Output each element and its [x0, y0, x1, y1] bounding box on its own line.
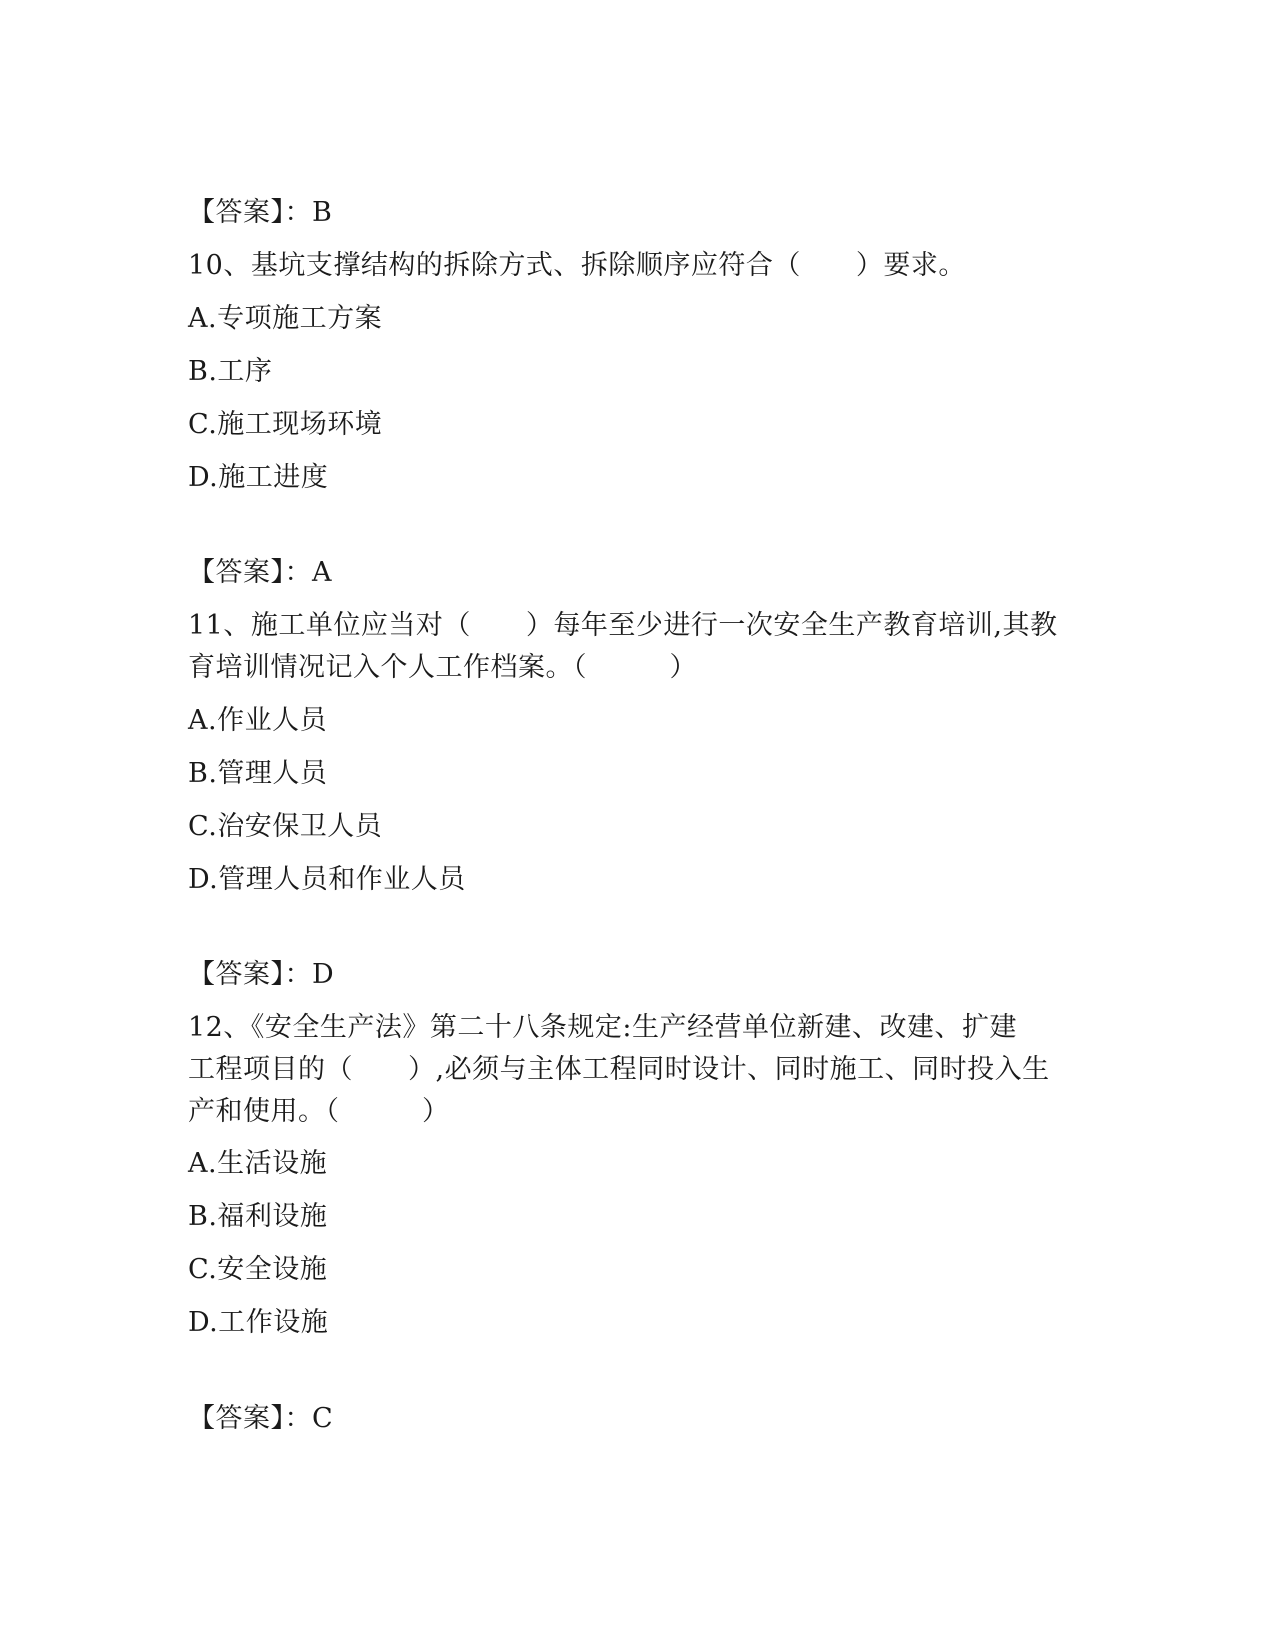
- question-11-option-d: D.管理人员和作业人员: [188, 864, 466, 895]
- question-10-option-d: D.施工进度: [188, 462, 329, 493]
- answer-separator: ：: [284, 959, 312, 990]
- question-10-option-a: A.专项施工方案: [188, 303, 383, 334]
- question-12-option-c: C.安全设施: [188, 1254, 328, 1285]
- answer-separator: ：: [284, 557, 312, 588]
- answer-label: 【答案】: [188, 1403, 285, 1434]
- question-11-stem-line-1: 11、施工单位应当对（ ）每年至少进行一次安全生产教育培训,其教: [188, 610, 1058, 641]
- answer-label: 【答案】: [188, 959, 285, 990]
- answer-line-q12: [188, 1397, 1088, 1441]
- question-12-stem-line-3: 产和使用。（ ）: [188, 1096, 450, 1127]
- answer-label: 【答案】: [188, 557, 285, 588]
- answer-value: A: [312, 557, 332, 588]
- question-11-option-a: A.作业人员: [188, 705, 328, 736]
- question-11-option-c: C.治安保卫人员: [188, 811, 383, 842]
- answer-label: 【答案】: [188, 197, 285, 228]
- answer-value: C: [312, 1403, 334, 1434]
- question-12-stem-line-2: 工程项目的（ ）,必须与主体工程同时设计、同时施工、同时投入生: [188, 1054, 1050, 1085]
- question-12-option-b: B.福利设施: [188, 1201, 328, 1232]
- answer-value: D: [312, 959, 335, 990]
- answer-separator: ：: [284, 1403, 312, 1434]
- answer-value: B: [312, 197, 333, 228]
- question-11-stem-line-2: 育培训情况记入个人工作档案。（ ）: [188, 652, 697, 683]
- question-10-option-b: B.工序: [188, 356, 273, 387]
- question-12-option-d: D.工作设施: [188, 1307, 329, 1338]
- question-10-stem: 10、基坑支撑结构的拆除方式、拆除顺序应符合（ ）要求。: [188, 250, 966, 281]
- question-11-option-b: B.管理人员: [188, 758, 328, 789]
- answer-line-q11: [188, 953, 1088, 997]
- question-10-option-c: C.施工现场环境: [188, 409, 383, 440]
- answer-line-q10: [188, 551, 1088, 595]
- answer-separator: ：: [284, 197, 312, 228]
- question-12-option-a: A.生活设施: [188, 1148, 328, 1179]
- question-12-stem-line-1: 12、《安全生产法》第二十八条规定:生产经营单位新建、改建、扩建: [188, 1012, 1017, 1043]
- answer-line-q9: [188, 191, 1088, 235]
